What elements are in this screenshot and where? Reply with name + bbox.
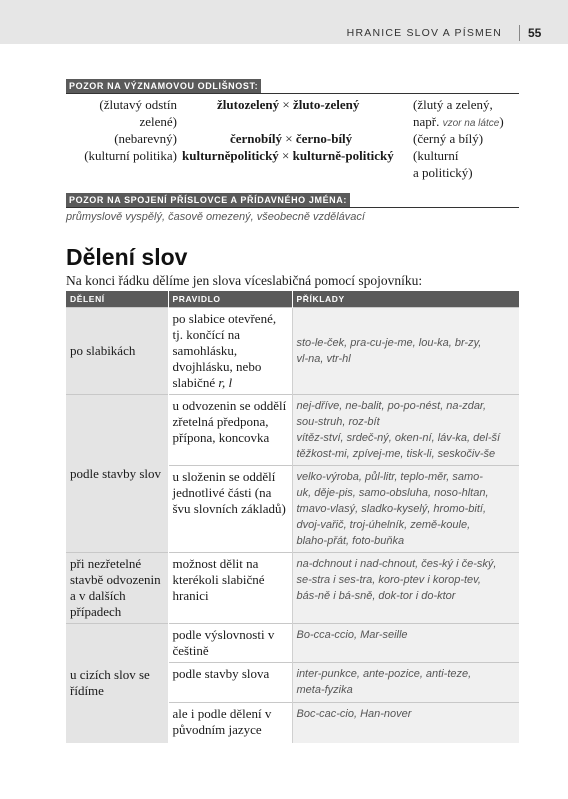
adverb-adjective-examples: průmyslově vyspělý, časově omezený, všeobecně vzdělávací [66, 211, 365, 223]
column-header: PRAVIDLO [168, 291, 292, 308]
examples-text: Boc-cac-cio, Han-nover [296, 708, 412, 720]
examples-cell [292, 703, 519, 743]
column-header: DĚLENÍ [66, 291, 168, 308]
meaning-left: (kulturní politika) [84, 148, 177, 163]
division-cell: po slabikách [66, 308, 168, 395]
compound-word [217, 96, 359, 113]
meaning-left [70, 113, 177, 130]
table-header-row [66, 291, 519, 308]
table-row [66, 624, 519, 663]
rule-text: po slabice otevřené, tj. končící na samohlásku, dvojhlásku, nebo slabičné [172, 311, 277, 390]
division-cell: u cizích slov se řídíme [66, 624, 168, 743]
rule-cell: podle stavby slova [168, 663, 292, 703]
compound-word [230, 130, 352, 147]
header-divider [519, 25, 520, 41]
meaning-right: a politický) [413, 165, 473, 180]
rule-cell: ale i podle dělení v původním jazyce [168, 703, 292, 743]
rule-cell: u složenin se oddělí jednotlivé části (na švu slovních základů) [168, 466, 292, 553]
meaning-left: (nebarevný) [114, 131, 177, 146]
contrast-sign: × [282, 148, 290, 163]
examples-text: nej-dříve, ne-balit, po-po-nést, na-zdar, sou-struh, roz-bít vítěz-ství, srdeč-ný, oken-ní, láv-ka, del-ší těžkost-mi, zpívej-me, tisk-li, seskočiv-še [296, 400, 501, 460]
meaning-left-line: (žlutavý odstín [99, 97, 177, 112]
meaning-right: (kulturní [413, 148, 459, 163]
box-label-adverb-adjective: POZOR NA SPOJENÍ PŘÍSLOVCE A PŘÍDAVNÉHO JMÉNA: [66, 193, 350, 207]
rule-cell: možnost dělit na kterékoli slabičné hranici [168, 553, 292, 624]
examples-cell [292, 553, 519, 624]
box-rule [66, 93, 519, 94]
examples-cell [292, 466, 519, 553]
rule-cell [168, 308, 292, 395]
compound-closed: černobílý [230, 131, 282, 146]
examples-cell [292, 663, 519, 703]
rule-text-italic: r, l [218, 375, 233, 390]
compound-hyphenated: černo-bílý [295, 131, 353, 146]
compound-closed: kulturněpolitický [182, 148, 279, 163]
section-intro: Na konci řádku dělíme jen slova víceslabičná pomocí spojovníku: [66, 273, 423, 288]
column-header: PŘÍKLADY [292, 291, 519, 308]
table-row [66, 553, 519, 624]
running-title: HRANICE SLOV A PÍSMEN [346, 27, 502, 39]
examples-text: sto-le-ček, pra-cu-je-me, lou-ka, br-zy, vl-na, vtr-hl [296, 337, 482, 365]
page-number: 55 [528, 26, 542, 40]
hyphenation-table [66, 291, 519, 743]
box-label-semantic-difference: POZOR NA VÝZNAMOVOU ODLIŠNOST: [66, 79, 261, 93]
examples-text: inter-punkce, ante-pozice, anti-teze, meta-fyzika [296, 668, 472, 696]
division-cell: při nezřetelné stavbě odvozenin a v dalších případech [66, 553, 168, 624]
meaning-left [70, 96, 177, 113]
box-rule [66, 207, 519, 208]
examples-text: velko-výroba, půl-litr, teplo-měr, samo- uk, děje-pis, samo-obsluha, noso-hltan, tmavo-vlasý, sladko-kyselý, hromo-bití, dvoj-vařič, troj-úhelník, země-koule, blaho-přát, foto-buňka [296, 471, 489, 547]
compound-hyphenated: kulturně-politický [292, 148, 394, 163]
meaning-note: vzor na látce [442, 118, 500, 129]
rule-cell: u odvozenin se oddělí zřetelná předpona, přípona, koncovka [168, 395, 292, 466]
compound-word [182, 147, 394, 164]
contrast-sign: × [282, 97, 290, 112]
compound-hyphenated: žluto-zelený [292, 97, 360, 112]
meaning-close: ) [499, 114, 504, 129]
examples-cell [292, 395, 519, 466]
meaning-right: (žlutý a zelený, [413, 97, 493, 112]
examples-cell [292, 624, 519, 663]
compound-closed: žlutozelený [217, 97, 280, 112]
contrast-sign: × [285, 131, 293, 146]
table-row [66, 395, 519, 466]
examples-cell [292, 308, 519, 395]
division-cell: podle stavby slov [66, 395, 168, 553]
examples-text: na-dchnout i nad-chnout, čes-ký i če-ský, se-stra i ses-tra, koro-ptev i korop-tev, bás-ně i bá-sně, dok-tor i do-ktor [296, 558, 497, 602]
meaning-left-line: zelené) [139, 114, 177, 129]
examples-text: Bo-cca-ccio, Mar-seille [296, 629, 408, 641]
meaning-right: (černý a bílý) [413, 131, 484, 146]
table-row [66, 308, 519, 395]
page-header [0, 0, 568, 44]
section-title: Dělení slov [66, 244, 188, 270]
meaning-right-line: např. [413, 114, 443, 129]
rule-cell: podle výslovnosti v češtině [168, 624, 292, 663]
